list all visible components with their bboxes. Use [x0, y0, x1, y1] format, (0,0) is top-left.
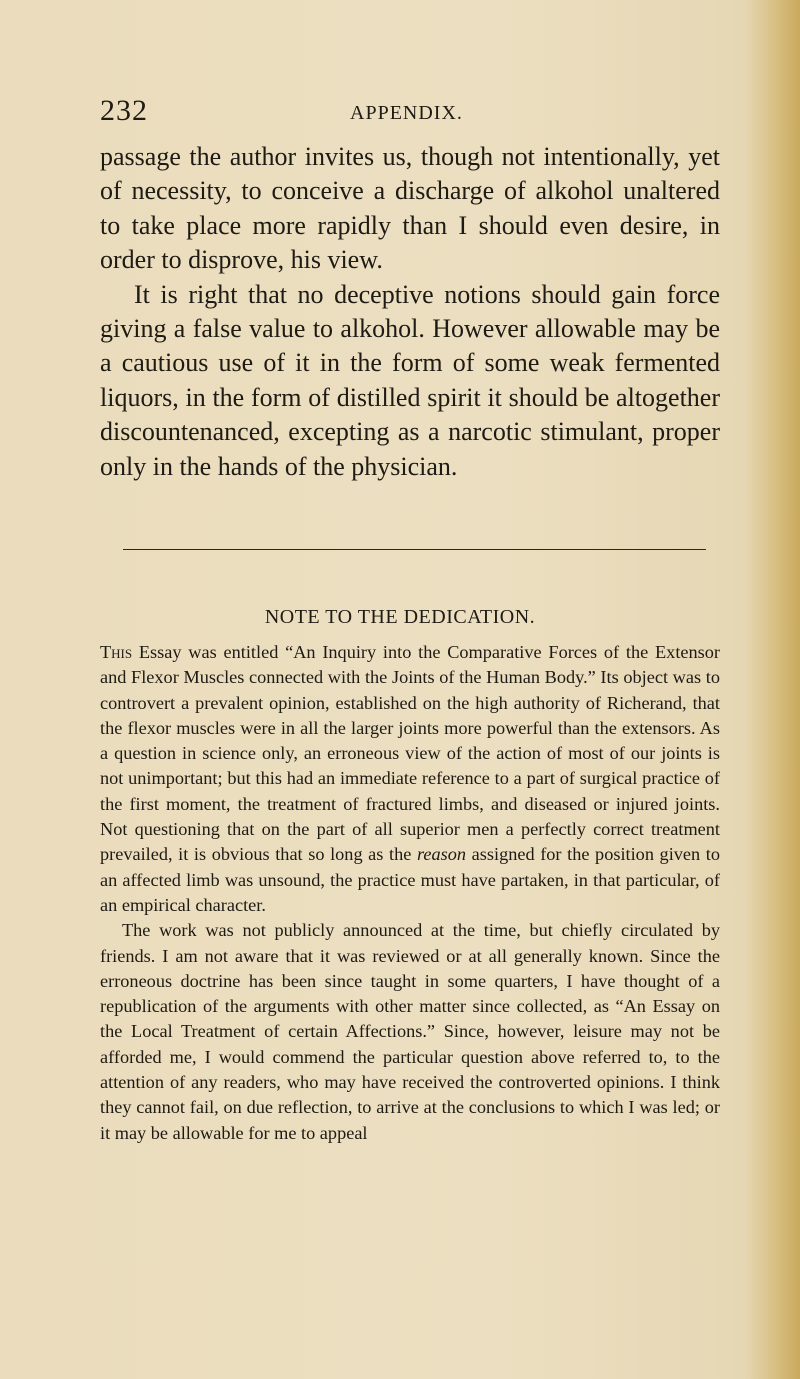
- note-italic-word: reason: [416, 844, 467, 865]
- main-paragraph-2: It is right that no deceptive notions should gain force giving a false value to alkohol. However allowable may be a cautious use of it in the form of some weak fermented liquors, in the form of distilled spirit it should be altogether discountenanced, excepting as a narcotic stimulant, proper only in the hands of the physician.: [100, 279, 720, 481]
- page-number: 232: [100, 94, 148, 127]
- note-paragraph-1: [100, 640, 720, 918]
- main-paragraph-1: passage the author invites us, though not intentionally, yet of necessity, to conceive a discharge of alkohol unaltered to take place more rapidly than I should even desire, in order to disprove, his view.: [100, 142, 720, 275]
- note-body: [100, 640, 720, 1146]
- page-header: [100, 94, 710, 134]
- note-paragraph-1-text-a: Essay was entitled “An Inquiry into the Comparative Forces of the Extensor and Flexor Muscles connected with the Joints of the Human Body.” Its object was to controvert a prevalent opinion, established on the high authority of Richerand, that the flexor muscles were in all the larger joints more powerful than the extensors. As a question in science only, an erroneous view of the action of most of our joints is not unimportant; but this had an immediate reference to a part of surgical practice of the first moment, the treatment of fractured limbs, and diseased or injured joints. Not questioning that on the part of all superior men a perfectly correct treatment prevailed, it is obvious that so long as the: [100, 642, 720, 865]
- main-text-block: [100, 140, 720, 484]
- note-title: NOTE TO THE DEDICATION.: [264, 606, 536, 628]
- section-divider: [123, 549, 706, 550]
- note-paragraph-2: The work was not publicly announced at the time, but chiefly circulated by friends. I am not aware that it was reviewed or at all generally known. Since the erroneous doctrine has been since taught in some quarters, I have thought of a republication of the arguments with other matter since collected, as “An Essay on the Local Treatment of certain Affections.” Since, however, leisure may not be afforded me, I would commend the particular question above referred to, to the attention of any readers, who may have received the controverted opinions. I think they cannot fail, on due reflection, to arrive at the conclusions to which I was led; or it may be allowable for me to appeal: [100, 920, 720, 1143]
- running-head: APPENDIX.: [350, 102, 463, 124]
- note-paragraph-1-text-b: assigned for the position given to an affected limb was unsound, the practice must have partaken, in that particular, of an empirical character.: [100, 844, 720, 915]
- note-lead-word: This: [100, 642, 133, 662]
